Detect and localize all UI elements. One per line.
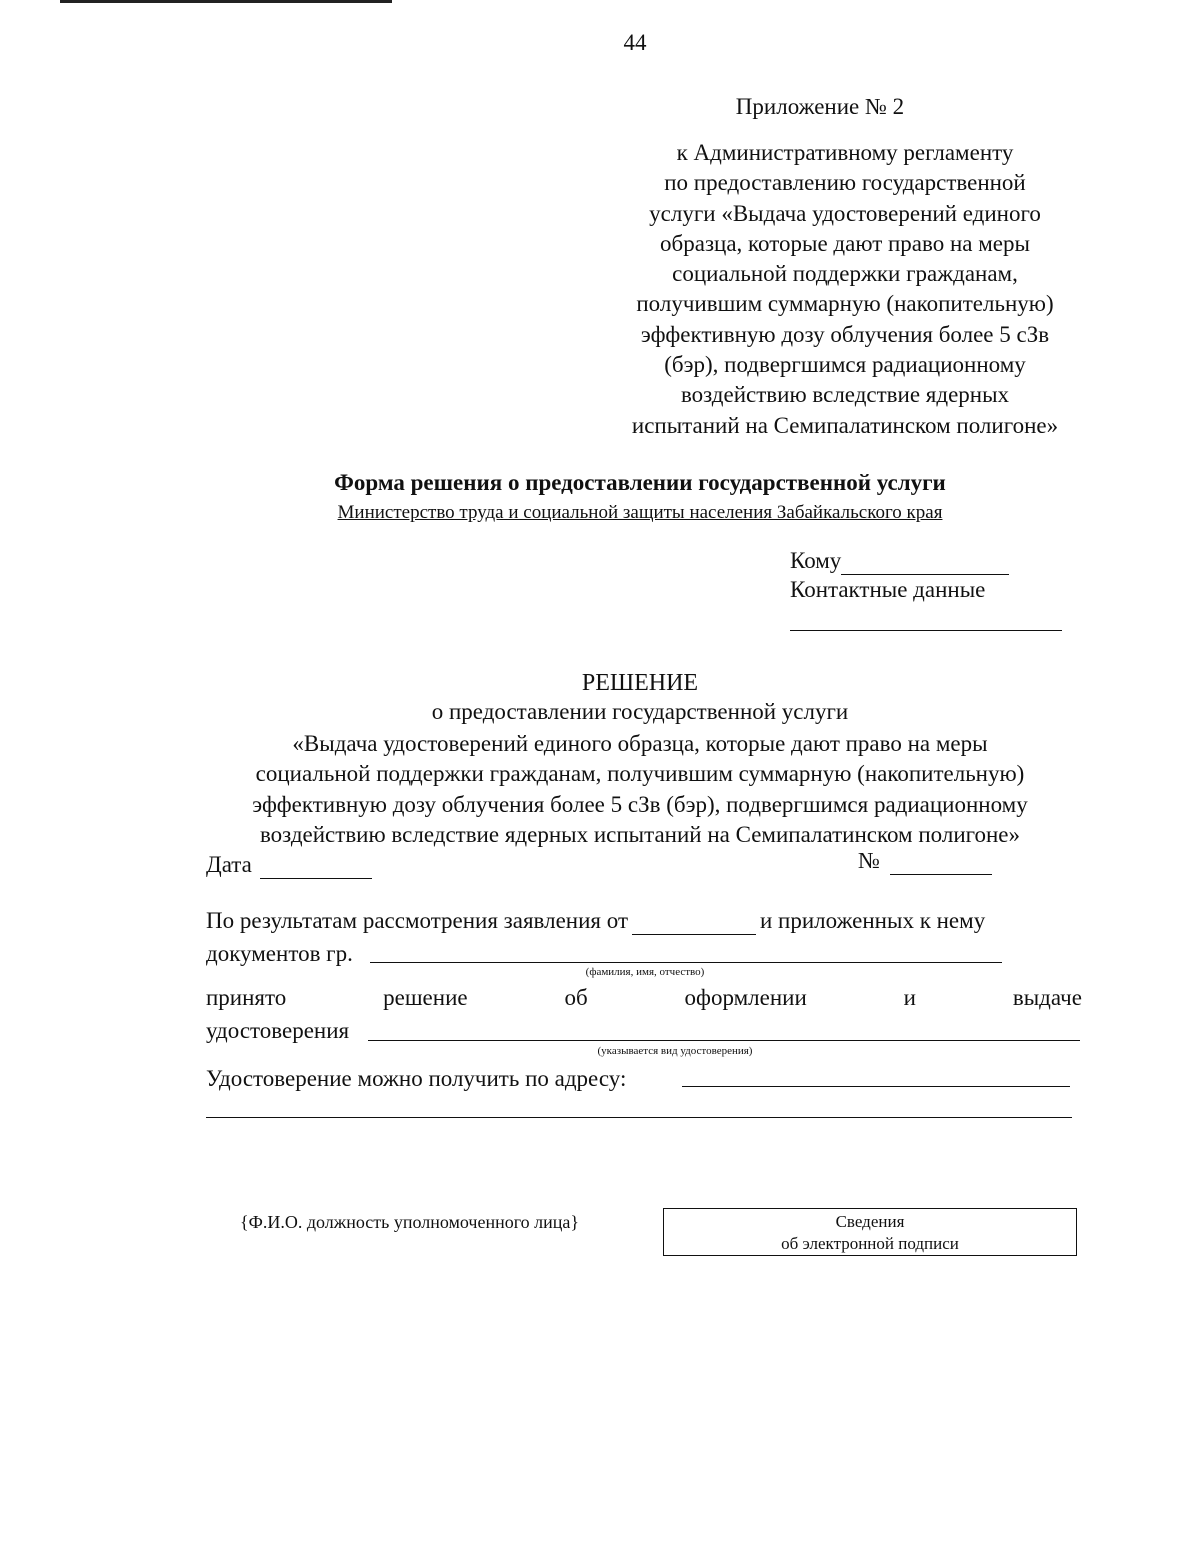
decision-word: принято [206, 985, 287, 1010]
ministry-name-text: Министерство труда и социальной защиты населения Забайкальского края [337, 502, 943, 523]
e-signature-line: об электронной подписи [781, 1234, 959, 1253]
date-blank[interactable] [260, 852, 372, 879]
decision-word: оформлении [684, 985, 807, 1010]
service-line: эффективную дозу облучения более 5 сЗв (бэр), подвергшимся радиационному [252, 791, 1028, 817]
recipient-blank[interactable] [841, 548, 1009, 575]
recipient-field[interactable] [790, 548, 1009, 575]
appendix-line: социальной поддержки гражданам, [672, 261, 1018, 287]
number-label: № [858, 848, 880, 873]
address-blank-second-line[interactable] [206, 1117, 1072, 1118]
service-line: социальной поддержки гражданам, получившим суммарную (накопительную) [255, 761, 1025, 787]
decision-word: и [903, 985, 916, 1010]
appendix-title: Приложение № 2 [735, 94, 905, 119]
contacts-blank[interactable] [790, 630, 1062, 631]
signer-label: {Ф.И.О. должность уполномоченного лица} [240, 1212, 580, 1232]
e-signature-box [663, 1208, 1077, 1256]
decision-word: выдаче [1012, 985, 1082, 1010]
documents-label: документов гр. [206, 941, 353, 966]
review-line [206, 908, 1082, 935]
application-date-blank[interactable] [632, 908, 756, 935]
address-blank[interactable] [682, 1086, 1070, 1087]
decision-word: решение [383, 985, 468, 1010]
appendix-line: по предоставлению государственной [664, 170, 1026, 196]
service-name [190, 729, 1090, 850]
service-line: «Выдача удостоверений единого образца, которые дают право на меры [292, 731, 988, 756]
appendix-line: получившим суммарную (накопительную) [636, 291, 1054, 317]
decision-title: РЕШЕНИЕ [581, 670, 699, 696]
form-title: Форма решения о предоставлении государственной услуги [334, 470, 946, 495]
number-blank[interactable] [890, 848, 992, 875]
date-label: Дата [206, 852, 252, 877]
top-rule [60, 0, 392, 3]
appendix-line: образца, которые дают право на меры [660, 230, 1030, 256]
ministry-name [200, 502, 1080, 524]
e-signature-line: Сведения [835, 1212, 905, 1231]
appendix-line: испытаний на Семипалатинском полигоне» [631, 412, 1059, 438]
contacts-label: Контактные данные [790, 577, 986, 602]
applicant-name-blank[interactable] [370, 962, 1002, 963]
number-field[interactable] [858, 848, 992, 875]
address-label: Удостоверение можно получить по адресу: [206, 1066, 627, 1091]
certificate-type-hint: (указывается вид удостоверения) [597, 1045, 753, 1057]
appendix-line: услуги «Выдача удостоверений единого [649, 200, 1041, 226]
certificate-type-blank[interactable] [368, 1040, 1080, 1041]
review-suffix: и приложенных к нему [760, 908, 986, 933]
appendix-line: эффективную дозу облучения более 5 сЗв [640, 321, 1050, 347]
decision-sentence [206, 985, 1082, 1011]
decision-word: об [564, 985, 588, 1010]
recipient-label: Кому [790, 548, 842, 573]
service-line: воздействию вследствие ядерных испытаний на Семипалатинском полигоне» [259, 821, 1021, 847]
review-prefix: По результатам рассмотрения заявления от [206, 908, 628, 933]
date-field[interactable] [206, 852, 372, 879]
appendix-line: воздействию вследствие ядерных [680, 382, 1010, 408]
appendix-reference [560, 138, 1130, 441]
page-number: 44 [623, 30, 647, 55]
appendix-line: (бэр), подвергшимся радиационному [664, 352, 1026, 378]
applicant-name-hint: (фамилия, имя, отчество) [585, 966, 705, 978]
appendix-line: к Административному регламенту [676, 140, 1014, 165]
certificate-label: удостоверения [206, 1018, 350, 1043]
decision-subtitle: о предоставлении государственной услуги [431, 699, 849, 724]
